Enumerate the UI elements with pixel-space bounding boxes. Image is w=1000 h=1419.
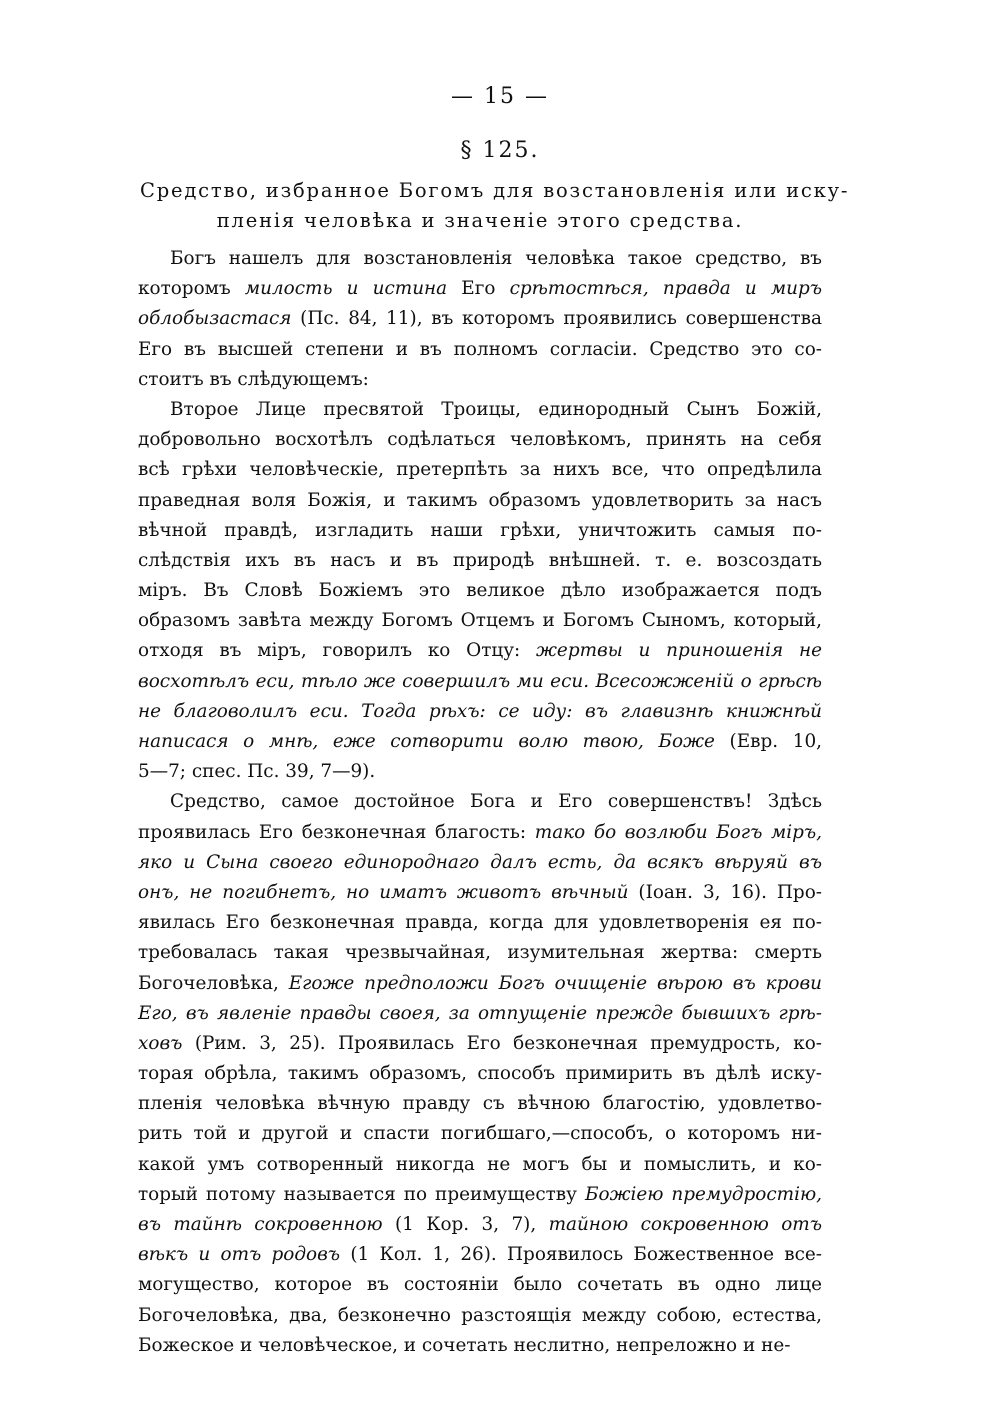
text-line [138,606,822,636]
text-segment: (1 Кор. 3, 7), [382,1214,549,1235]
text-line [138,636,822,666]
text-line [138,365,822,395]
text-line [138,848,822,878]
text-segment: стоитъ въ слѣдующемъ: [138,368,369,390]
italic-text: яко и Сына своего единороднаго далъ есть, да всякъ вѣруяй въ [138,851,822,873]
text-line [138,1301,822,1331]
text-line [138,1270,822,1300]
text-line [138,576,822,606]
text-segment: которомъ [138,278,245,300]
italic-text: онъ, не погибнетъ, но иматъ животъ вѣчный [138,881,629,903]
text-line [138,1331,822,1361]
italic-text: не благоволилъ еси. Тогда рѣхъ: се иду: въ главизнѣ книжнѣй [138,700,822,722]
text-line [138,1029,822,1059]
text-segment: (Евр. 10, [714,731,822,752]
text-segment: пленія человѣка вѣчную правду съ вѣчною благостію, удовлетво- [138,1093,822,1115]
italic-text: восхотѣлъ еси, тѣло же совершилъ ми еси. Всесожженій о грѣсѣ [138,670,822,692]
text-segment: Богочеловѣка, [138,972,289,994]
text-segment: проявилась Его безконечная благость: [138,821,535,843]
text-line [138,727,822,757]
text-line [138,335,822,365]
italic-text: Егоже предположи Богъ очищеніе вѣрою въ крови [288,972,822,994]
italic-text: милость и истина [244,278,448,300]
text-segment: торая обрѣла, такимъ образомъ, способъ примирить въ дѣлѣ иску- [138,1063,822,1085]
text-segment: рить той и другой и спасти погибшаго,—способъ, о которомъ ни- [138,1123,822,1145]
heading-line: Средство, избранное Богомъ для возстановленія или иску- [140,179,850,202]
section-number: § 125. [460,138,540,163]
text-line [138,1059,822,1089]
text-line [138,908,822,938]
text-segment: всѣ грѣхи человѣческіе, претерпѣть за нихъ все, что опредѣлила [138,459,822,481]
text-segment: (1 Кол. 1, 26). Проявилось Божественное все- [340,1244,822,1266]
text-line [138,1180,822,1210]
text-line [138,1119,822,1149]
text-line [138,274,822,304]
text-segment: какой умъ сотворенный никогда не могъ бы и помыслить, и ко- [138,1153,822,1175]
italic-text: срѣтостѣся, правда и миръ [509,278,823,300]
text-line [138,1150,822,1180]
text-segment: образомъ завѣта между Богомъ Отцемъ и Богомъ Сыномъ, который, [138,610,822,632]
text-segment: Его въ высшей степени и въ полномъ согласіи. Средство это со- [138,338,822,360]
text-line [138,455,822,485]
text-segment: добровольно восхотѣлъ содѣлаться человѣкомъ, принять на себя [138,429,822,451]
text-line [138,425,822,455]
italic-text: тако бо возлюби Богъ міръ, [534,821,823,843]
text-segment: (Іоан. 3, 16). Про- [628,881,822,903]
text-segment: вѣчной правдѣ, изгладить наши грѣхи, уничтожить самыя по- [138,519,822,541]
text-line [138,395,822,425]
text-segment: могущество, которое въ состояніи было сочетать въ одно лице [138,1274,822,1296]
text-line [138,546,822,576]
text-segment: Средство, самое достойное Бога и Его совершенствъ! Здѣсь [170,791,822,813]
heading-line: пленія человѣка и значеніе этого средства. [216,209,744,232]
text-line [138,938,822,968]
body-text [138,244,822,1361]
text-segment: требовалась такая чрезвычайная, изумительная жертва: смерть [138,942,822,964]
italic-text: написася о мнѣ, еже сотворити волю твою, Боже [138,731,715,752]
text-segment: (Пс. 84, 11), въ которомъ проявились совершенства [291,308,822,330]
italic-text: тайною сокровенною отъ [548,1214,822,1235]
text-line [138,757,822,787]
italic-text: вѣкъ и отъ родовъ [138,1244,341,1266]
text-line [138,667,822,697]
text-line [138,999,822,1029]
text-line [138,697,822,727]
text-segment: Богочеловѣка, два, безконечно разстоящія между собою, естества, [138,1304,822,1326]
text-segment: (Рим. 3, 25). Проявилась Его безконечная премудрость, ко- [182,1032,822,1054]
italic-text: Его, въ явленіе правды своея, за отпущеніе прежде бывшихъ грѣ- [138,1002,822,1024]
text-line [138,878,822,908]
text-line [138,787,822,817]
text-line [138,516,822,546]
text-line [138,486,822,516]
italic-text: жертвы и приношенія не [536,640,822,662]
text-segment: слѣдствія ихъ въ насъ и въ природѣ внѣшней. т. е. возсоздать [138,549,822,571]
italic-text: Божіею премудростію, [584,1183,822,1205]
text-segment: торый потому называется по преимуществу [138,1183,585,1205]
text-segment: Второе Лице пресвятой Троицы, единородный Сынъ Божій, [170,398,822,420]
text-segment: Богъ нашелъ для возстановленія человѣка такое средство, въ [170,248,822,269]
text-segment: міръ. Въ Словѣ Божіемъ это великое дѣло изображается подъ [138,580,822,602]
text-line [138,969,822,999]
page-number: — 15 — [451,84,549,109]
text-segment: Божеское и человѣческое, и сочетать неслитно, непреложно и не- [138,1334,791,1356]
text-line [138,1210,822,1240]
italic-text: облобызастася [138,308,292,330]
text-segment: Его [447,278,510,300]
text-segment: отходя въ міръ, говорилъ ко Отцу: [138,640,537,662]
section-heading [140,176,850,236]
text-line [138,818,822,848]
text-line [138,304,822,334]
text-line [138,1089,822,1119]
text-line [138,244,822,274]
text-segment: 5—7; спес. Пс. 39, 7—9). [138,761,376,783]
text-segment: праведная воля Божія, и такимъ образомъ удовлетворить за насъ [138,489,822,511]
text-segment: явилась Его безконечная правда, когда для удовлетворенія ея по- [138,912,822,934]
italic-text: въ тайнѣ сокровенною [138,1214,383,1235]
italic-text: ховъ [138,1032,183,1054]
text-line [138,1240,822,1270]
